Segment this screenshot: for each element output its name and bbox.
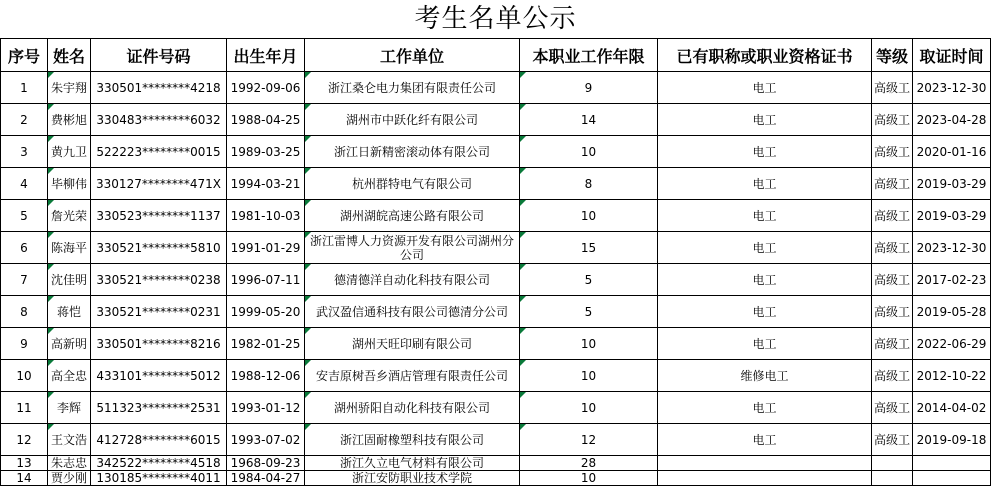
page-title: 考生名单公示 bbox=[414, 4, 577, 34]
cell-unit[interactable]: 浙江桑仑电力集团有限责任公司 bbox=[305, 72, 520, 104]
cell-name[interactable]: 高全忠 bbox=[48, 360, 91, 392]
cell-unit[interactable]: 武汉盈信通科技有限公司德清分公司 bbox=[305, 296, 520, 328]
cell-cert[interactable]: 电工 bbox=[658, 232, 872, 264]
cell-cert[interactable] bbox=[658, 456, 872, 471]
cell-cert[interactable]: 维修电工 bbox=[658, 360, 872, 392]
cell-cert[interactable]: 电工 bbox=[658, 392, 872, 424]
cell-id[interactable]: 330483********6032 bbox=[91, 104, 227, 136]
table-row bbox=[1, 200, 991, 232]
cell-level[interactable]: 高级工 bbox=[872, 104, 913, 136]
table-row bbox=[1, 360, 991, 392]
cell-years[interactable]: 15 bbox=[520, 232, 658, 264]
cell-date[interactable] bbox=[913, 456, 991, 471]
cell-cert[interactable]: 电工 bbox=[658, 264, 872, 296]
table-row bbox=[1, 424, 991, 456]
cell-name[interactable]: 朱志忠 bbox=[48, 456, 91, 471]
cell-id[interactable]: 522223********0015 bbox=[91, 136, 227, 168]
cell-unit[interactable]: 湖州市中跃化纤有限公司 bbox=[305, 104, 520, 136]
cell-date[interactable]: 2012-10-22 bbox=[913, 360, 991, 392]
cell-level[interactable]: 高级工 bbox=[872, 328, 913, 360]
cell-level[interactable]: 高级工 bbox=[872, 360, 913, 392]
cell-unit[interactable]: 德清德洋自动化科技有限公司 bbox=[305, 264, 520, 296]
table-row bbox=[1, 296, 991, 328]
cell-date[interactable]: 2020-01-16 bbox=[913, 136, 991, 168]
cell-id[interactable]: 433101********5012 bbox=[91, 360, 227, 392]
cell-level[interactable] bbox=[872, 456, 913, 471]
cell-years[interactable]: 10 bbox=[520, 392, 658, 424]
table-row bbox=[1, 72, 991, 104]
cell-id[interactable]: 330501********4218 bbox=[91, 72, 227, 104]
cell-years[interactable]: 10 bbox=[520, 328, 658, 360]
cell-level[interactable] bbox=[872, 471, 913, 486]
cell-date[interactable]: 2023-04-28 bbox=[913, 104, 991, 136]
cell-unit[interactable]: 湖州湖皖高速公路有限公司 bbox=[305, 200, 520, 232]
cell-id[interactable]: 130185********4011 bbox=[91, 471, 227, 486]
cell-no[interactable]: 12 bbox=[1, 424, 48, 456]
cell-no[interactable]: 7 bbox=[1, 264, 48, 296]
cell-no[interactable]: 11 bbox=[1, 392, 48, 424]
cell-id[interactable]: 511323********2531 bbox=[91, 392, 227, 424]
cell-years[interactable]: 12 bbox=[520, 424, 658, 456]
table-row bbox=[1, 328, 991, 360]
cell-cert[interactable]: 电工 bbox=[658, 168, 872, 200]
cell-no[interactable]: 3 bbox=[1, 136, 48, 168]
table-row bbox=[1, 392, 991, 424]
cell-id[interactable]: 330501********8216 bbox=[91, 328, 227, 360]
cell-level[interactable]: 高级工 bbox=[872, 264, 913, 296]
cell-years[interactable]: 9 bbox=[520, 72, 658, 104]
cell-name[interactable]: 高新明 bbox=[48, 328, 91, 360]
cell-years[interactable]: 28 bbox=[520, 456, 658, 471]
table-row bbox=[1, 264, 991, 296]
table-row bbox=[1, 104, 991, 136]
table-row bbox=[1, 136, 991, 168]
cell-birth[interactable]: 1988-04-25 bbox=[227, 104, 305, 136]
cell-unit[interactable]: 浙江久立电气材料有限公司 bbox=[305, 456, 520, 471]
cell-cert[interactable]: 电工 bbox=[658, 136, 872, 168]
cell-date[interactable]: 2023-12-30 bbox=[913, 232, 991, 264]
header-no[interactable]: 序号 bbox=[1, 39, 48, 72]
header-cert[interactable]: 已有职称或职业资格证书 bbox=[658, 39, 872, 72]
table-header-row bbox=[1, 39, 991, 72]
cell-birth[interactable]: 1991-01-29 bbox=[227, 232, 305, 264]
cell-years[interactable]: 14 bbox=[520, 104, 658, 136]
cell-date[interactable]: 2022-06-29 bbox=[913, 328, 991, 360]
cell-unit[interactable]: 浙江安防职业技术学院 bbox=[305, 471, 520, 486]
cell-birth[interactable]: 1994-03-21 bbox=[227, 168, 305, 200]
cell-id[interactable]: 330521********0238 bbox=[91, 264, 227, 296]
cell-birth[interactable]: 1996-07-11 bbox=[227, 264, 305, 296]
cell-no[interactable]: 4 bbox=[1, 168, 48, 200]
cell-name[interactable]: 贾少刚 bbox=[48, 471, 91, 486]
cell-cert[interactable]: 电工 bbox=[658, 200, 872, 232]
cell-unit[interactable]: 浙江固耐橡塑科技有限公司 bbox=[305, 424, 520, 456]
cell-name[interactable]: 黄九卫 bbox=[48, 136, 91, 168]
cell-id[interactable]: 330523********1137 bbox=[91, 200, 227, 232]
header-level[interactable]: 等级 bbox=[872, 39, 913, 72]
cell-years[interactable]: 8 bbox=[520, 168, 658, 200]
cell-birth[interactable]: 1992-09-06 bbox=[227, 72, 305, 104]
cell-name[interactable]: 沈佳明 bbox=[48, 264, 91, 296]
cell-level[interactable]: 高级工 bbox=[872, 424, 913, 456]
cell-date[interactable]: 2019-09-18 bbox=[913, 424, 991, 456]
cell-level[interactable]: 高级工 bbox=[872, 200, 913, 232]
cell-name[interactable]: 费彬旭 bbox=[48, 104, 91, 136]
cell-id[interactable]: 412728********6015 bbox=[91, 424, 227, 456]
cell-date[interactable]: 2014-04-02 bbox=[913, 392, 991, 424]
cell-no[interactable]: 1 bbox=[1, 72, 48, 104]
cell-cert[interactable]: 电工 bbox=[658, 296, 872, 328]
candidate-table bbox=[0, 38, 991, 486]
table-row bbox=[1, 168, 991, 200]
cell-date[interactable]: 2023-12-30 bbox=[913, 72, 991, 104]
cell-unit[interactable]: 浙江雷博人力资源开发有限公司湖州分公司 bbox=[305, 232, 520, 264]
header-name[interactable]: 姓名 bbox=[48, 39, 91, 72]
cell-cert[interactable]: 电工 bbox=[658, 328, 872, 360]
cell-no[interactable]: 8 bbox=[1, 296, 48, 328]
cell-date[interactable]: 2017-02-23 bbox=[913, 264, 991, 296]
cell-birth[interactable]: 1988-12-06 bbox=[227, 360, 305, 392]
table-row bbox=[1, 456, 991, 471]
table-row bbox=[1, 471, 991, 486]
cell-cert[interactable] bbox=[658, 471, 872, 486]
cell-no[interactable]: 2 bbox=[1, 104, 48, 136]
cell-birth[interactable]: 1993-07-02 bbox=[227, 424, 305, 456]
cell-no[interactable]: 9 bbox=[1, 328, 48, 360]
cell-id[interactable]: 330521********0231 bbox=[91, 296, 227, 328]
cell-level[interactable]: 高级工 bbox=[872, 168, 913, 200]
cell-years[interactable]: 10 bbox=[520, 136, 658, 168]
cell-years[interactable]: 5 bbox=[520, 264, 658, 296]
cell-name[interactable]: 蒋恺 bbox=[48, 296, 91, 328]
cell-no[interactable]: 13 bbox=[1, 456, 48, 471]
cell-level[interactable]: 高级工 bbox=[872, 392, 913, 424]
cell-unit[interactable]: 杭州群特电气有限公司 bbox=[305, 168, 520, 200]
header-birth[interactable]: 出生年月 bbox=[227, 39, 305, 72]
table-row bbox=[1, 232, 991, 264]
cell-cert[interactable]: 电工 bbox=[658, 104, 872, 136]
cell-birth[interactable]: 1999-05-20 bbox=[227, 296, 305, 328]
cell-birth[interactable]: 1984-04-27 bbox=[227, 471, 305, 486]
cell-unit[interactable]: 湖州骄阳自动化科技有限公司 bbox=[305, 392, 520, 424]
cell-date[interactable] bbox=[913, 471, 991, 486]
cell-birth[interactable]: 1982-01-25 bbox=[227, 328, 305, 360]
table-body bbox=[1, 72, 991, 486]
cell-name[interactable]: 李辉 bbox=[48, 392, 91, 424]
cell-unit[interactable]: 湖州天旺印刷有限公司 bbox=[305, 328, 520, 360]
cell-unit[interactable]: 浙江日新精密滚动体有限公司 bbox=[305, 136, 520, 168]
cell-id[interactable]: 342522********4518 bbox=[91, 456, 227, 471]
cell-name[interactable]: 朱宇翔 bbox=[48, 72, 91, 104]
cell-name[interactable]: 王文浩 bbox=[48, 424, 91, 456]
cell-level[interactable]: 高级工 bbox=[872, 232, 913, 264]
cell-no[interactable]: 6 bbox=[1, 232, 48, 264]
cell-id[interactable]: 330521********5810 bbox=[91, 232, 227, 264]
cell-level[interactable]: 高级工 bbox=[872, 296, 913, 328]
header-unit[interactable]: 工作单位 bbox=[305, 39, 520, 72]
cell-years[interactable]: 5 bbox=[520, 296, 658, 328]
cell-level[interactable]: 高级工 bbox=[872, 136, 913, 168]
cell-id[interactable]: 330127********471X bbox=[91, 168, 227, 200]
cell-name[interactable]: 毕柳伟 bbox=[48, 168, 91, 200]
cell-cert[interactable]: 电工 bbox=[658, 72, 872, 104]
cell-no[interactable]: 5 bbox=[1, 200, 48, 232]
cell-birth[interactable]: 1968-09-23 bbox=[227, 456, 305, 471]
cell-unit[interactable]: 安吉原树吾乡酒店管理有限责任公司 bbox=[305, 360, 520, 392]
cell-name[interactable]: 陈海平 bbox=[48, 232, 91, 264]
cell-birth[interactable]: 1989-03-25 bbox=[227, 136, 305, 168]
cell-birth[interactable]: 1981-10-03 bbox=[227, 200, 305, 232]
cell-level[interactable]: 高级工 bbox=[872, 72, 913, 104]
cell-years[interactable]: 10 bbox=[520, 471, 658, 486]
cell-name[interactable]: 詹光荣 bbox=[48, 200, 91, 232]
cell-date[interactable]: 2019-05-28 bbox=[913, 296, 991, 328]
cell-no[interactable]: 14 bbox=[1, 471, 48, 486]
cell-cert[interactable]: 电工 bbox=[658, 424, 872, 456]
cell-birth[interactable]: 1993-01-12 bbox=[227, 392, 305, 424]
cell-date[interactable]: 2019-03-29 bbox=[913, 168, 991, 200]
header-date[interactable]: 取证时间 bbox=[913, 39, 991, 72]
cell-date[interactable]: 2019-03-29 bbox=[913, 200, 991, 232]
header-years[interactable]: 本职业工作年限 bbox=[520, 39, 658, 72]
header-id[interactable]: 证件号码 bbox=[91, 39, 227, 72]
cell-no[interactable]: 10 bbox=[1, 360, 48, 392]
cell-years[interactable]: 10 bbox=[520, 200, 658, 232]
cell-years[interactable]: 10 bbox=[520, 360, 658, 392]
